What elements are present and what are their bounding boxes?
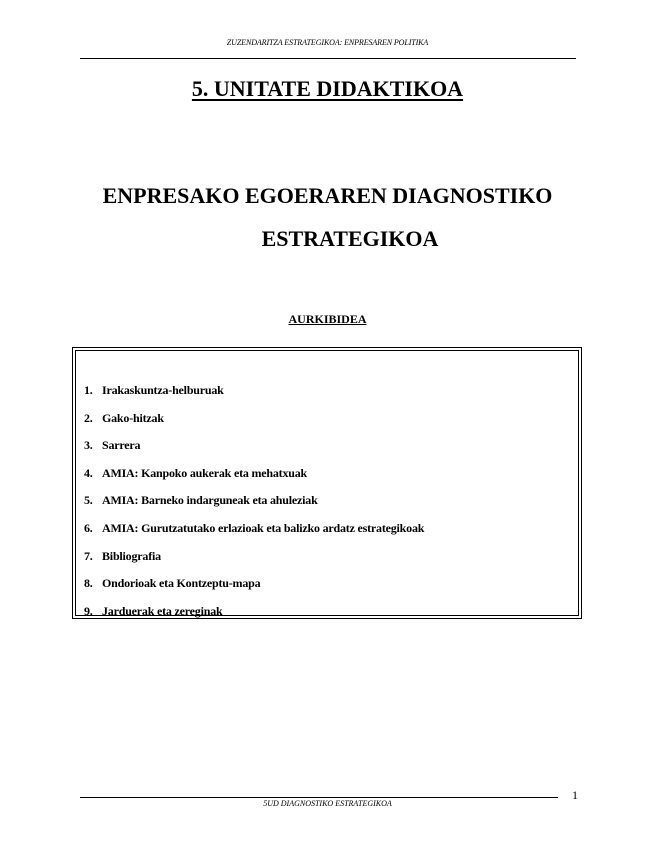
toc-item-number: 2. [84,410,93,425]
toc-item-number: 7. [84,548,93,563]
toc-item [84,576,424,604]
toc-heading: AURKIBIDEA [288,312,367,326]
toc-item [84,549,424,577]
running-footer: 5UD DIAGNOSTIKO ESTRATEGIKOA [263,799,392,808]
toc-item [84,438,424,466]
running-header: ZUZENDARITZA ESTRATEGIKOA: ENPRESAREN POLITIKA [226,38,429,47]
toc-item [84,383,424,411]
toc-item-label: Ondorioak eta Kontzeptu-mapa [102,576,261,591]
toc-item-number: 1. [84,383,93,397]
unit-title: 5. UNITATE DIDAKTIKOA [191,76,464,101]
toc-item-number: 6. [84,520,93,535]
toc-item-label: AMIA: Kanpoko aukerak eta mehatxuak [102,465,308,480]
toc-item [84,466,424,494]
footer-rule [80,797,558,798]
header-rule [80,58,576,59]
toc-item-label: Gako-hitzak [102,410,164,425]
toc-item-label: Sarrera [102,438,141,453]
main-title-line-2: ESTRATEGIKOA [261,226,439,251]
toc-item-number: 9. [84,603,93,618]
toc-item-label: Jarduerak eta zereginak [102,603,223,618]
toc-item [84,493,424,521]
main-title-line-1: ENPRESAKO EGOERAREN DIAGNOSTIKO [102,183,553,208]
toc-item-number: 5. [84,493,93,508]
toc-item [84,604,424,632]
toc-item-number: 4. [84,465,93,480]
toc-item-label: Bibliografia [102,548,161,563]
page-number: 1 [572,788,578,802]
toc-list [84,383,424,631]
toc-item-label: AMIA: Barneko indarguneak eta ahuleziak [102,493,318,508]
toc-item-label: AMIA: Gurutzatutako erlazioak eta balizko ardatz estrategikoak [102,520,425,535]
toc-item-number: 8. [84,576,93,591]
toc-item-label: Irakaskuntza-helburuak [102,383,224,397]
toc-item [84,411,424,439]
toc-item-number: 3. [84,438,93,453]
toc-item [84,521,424,549]
